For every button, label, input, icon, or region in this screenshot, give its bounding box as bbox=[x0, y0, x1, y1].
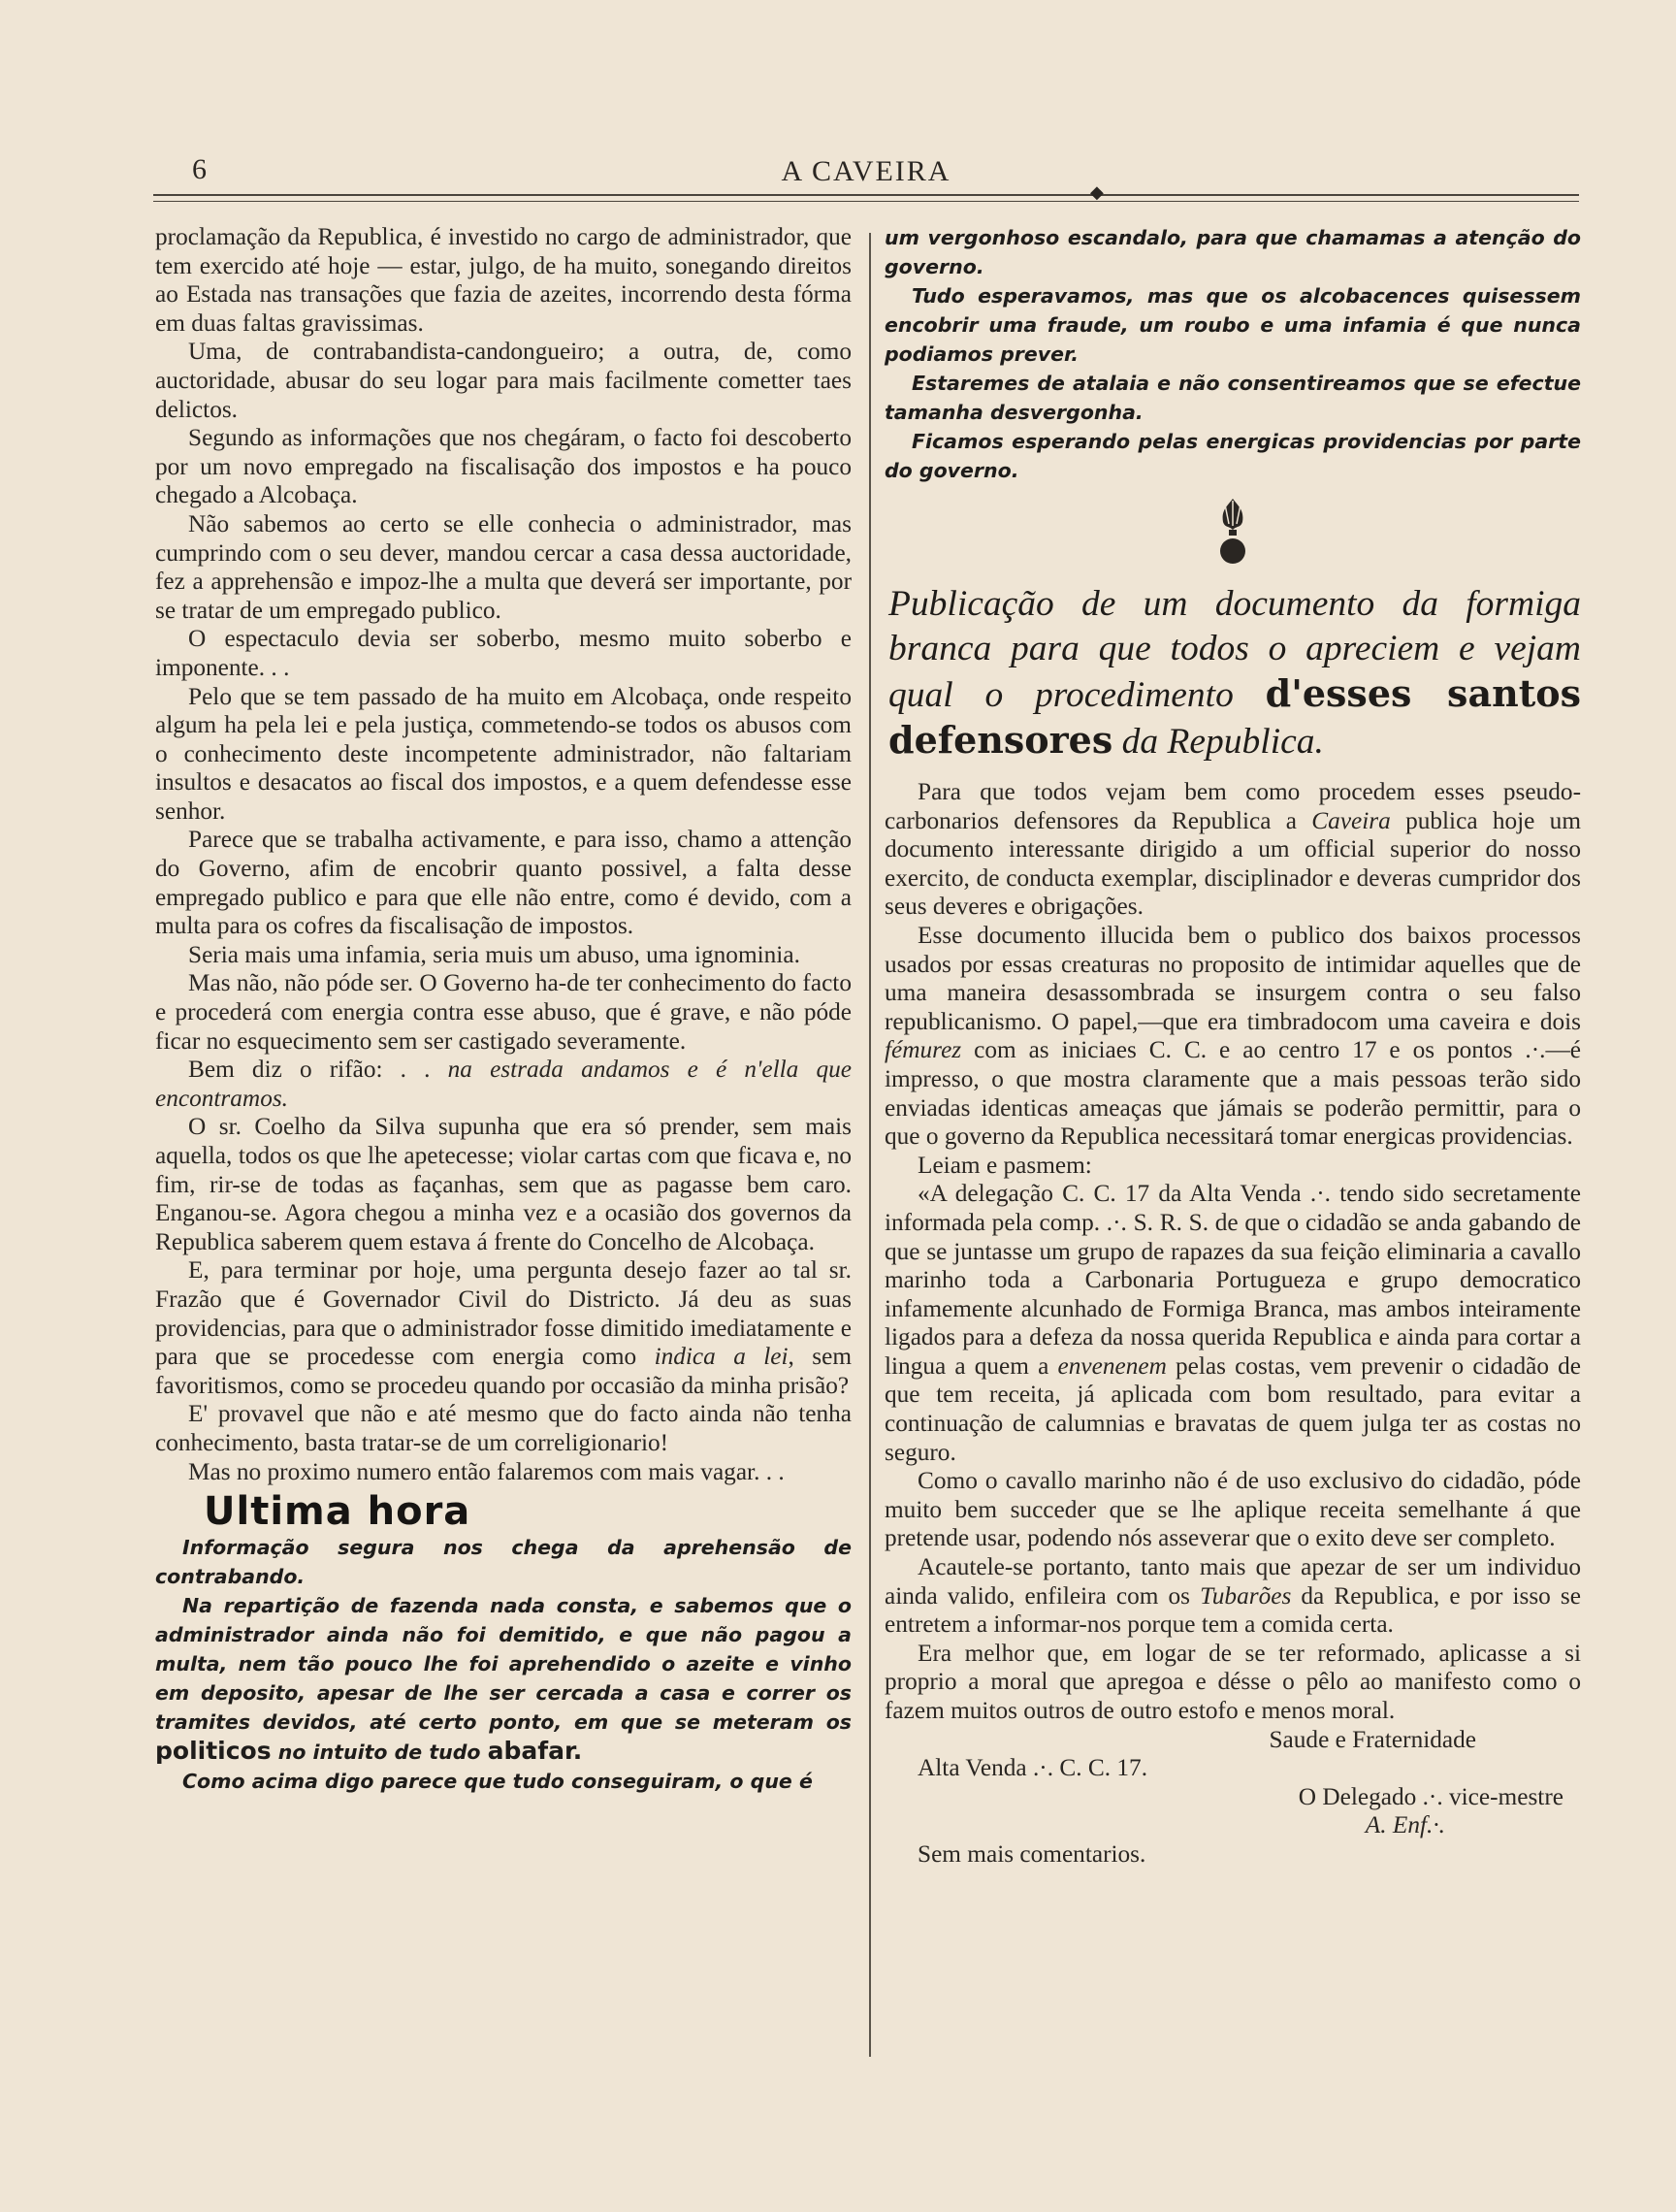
para-italic: Tubarões bbox=[1200, 1581, 1292, 1610]
para-text: Para que todos vejam bem como procedem esses pseudo-carbonarios defensores da Republica a bbox=[885, 778, 1581, 834]
left-paragraph: E' provavel que não e até mesmo que do facto ainda não tenha conhecimento, basta tratar-se de um correligionario! bbox=[155, 1400, 852, 1456]
left-column bbox=[155, 223, 852, 1796]
right-bold-paragraph: Ficamos esperando pelas energicas providencias por parte do governo. bbox=[885, 430, 1581, 482]
left-paragraph: Uma, de contrabandista-candongueiro; a outra, de, como auctoridade, abusar do seu logar para mais facilmente cometter taes delictos. bbox=[155, 338, 852, 423]
ultima-text: Na repartição de fazenda nada consta, e sabemos que o administrador ainda não foi demitido, e que não pagou a multa, nem tão pouco lhe foi aprehendido o azeite e vinho em deposito, apesar de lhe ser cercada a casa e correr os tramites devidos, até certo ponto, em que se meteram os bbox=[155, 1593, 852, 1734]
right-paragraph bbox=[885, 778, 1581, 922]
signature-name: A. Enf.·. bbox=[1365, 1811, 1445, 1839]
ultima-politicos: politicos bbox=[155, 1736, 272, 1765]
left-paragraph-frazao bbox=[155, 1256, 852, 1400]
right-paragraph bbox=[885, 922, 1581, 1152]
left-paragraph: Parece que se trabalha activamente, e para isso, chamo a attenção do Governo, afim de encobrir quanto possivel, a falta desse empregado publico e para que elle não entre, como é devido, com a multa para os cofres da fiscalisação de impostos. bbox=[155, 826, 852, 940]
column-divider bbox=[869, 233, 871, 2057]
right-bold-paragraph: Estaremes de atalaia e não consentireamos que se efectue tamanha desvergonha. bbox=[885, 372, 1581, 424]
para-text: Esse documento illucida bem o publico dos baixos processos usados por essas creaturas no proposito de intimidar aquelles que de uma maneira desassombrada se insurgem contra o seu falso republicanismo. O papel,—que era timbradocom uma caveira e dois bbox=[885, 921, 1581, 1035]
newspaper-title: A CAVEIRA bbox=[781, 155, 951, 187]
signature-greeting: Saude e Fraternidade bbox=[1269, 1725, 1476, 1753]
left-paragraph: Segundo as informações que nos chegáram, o facto foi descoberto por um novo empregado na fiscalisação dos impostos e ha pouco chegado a Alcobaça. bbox=[155, 424, 852, 509]
para-italic: Caveira bbox=[1311, 806, 1391, 834]
right-bold-paragraph: um vergonhoso escandalo, para que chamamas a atenção do governo. bbox=[885, 226, 1581, 278]
rifao-prefix: Bem diz o rifão: . . bbox=[188, 1056, 448, 1084]
headline-text: Publicação de um documento da formiga branca para que todos o apreciem e vejam qual o procedimento bbox=[888, 584, 1581, 715]
signature-location: Alta Venda .·. C. C. 17. bbox=[918, 1754, 1148, 1782]
ultima-hora-body bbox=[155, 1533, 852, 1796]
frazao-italic: indica a lei bbox=[654, 1343, 789, 1371]
right-paragraph: Leiam e pasmem: bbox=[918, 1151, 1092, 1179]
para-text: Acautele-se portanto, tanto mais que apezar de ser um individuo ainda valido, enfileira com os bbox=[885, 1553, 1581, 1610]
letter-paragraph bbox=[885, 1180, 1581, 1467]
page-header bbox=[153, 153, 1579, 192]
ultima-hora-paragraph bbox=[155, 1591, 852, 1767]
grenade-ornament-icon bbox=[1213, 497, 1252, 567]
right-top-bold-text bbox=[885, 223, 1581, 485]
left-paragraph: Mas não, não póde ser. O Governo ha-de ter conhecimento do facto e procederá com energia contra esse abuso, que é grave, e não póde ficar no esquecimento sem ser castigado severamente. bbox=[155, 969, 852, 1055]
left-paragraph: Pelo que se tem passado de ha muito em Alcobaça, onde respeito algum ha pela lei e pela justiça, commetendo-se todos os abusos com o conhecimento deste incompetente administrador, não faltariam insultos e desacatos ao fiscal dos impostos, e a quem defendesse esse senhor. bbox=[155, 682, 852, 825]
article-headline bbox=[888, 582, 1581, 764]
page-number: 6 bbox=[192, 153, 207, 185]
closing-line: Sem mais comentarios. bbox=[918, 1839, 1146, 1868]
letter-italic: envenenem bbox=[1057, 1351, 1167, 1380]
rifao-quote: na estrada andamos e é n'ella que encontramos. bbox=[155, 1056, 852, 1112]
right-paragraph bbox=[885, 1553, 1581, 1640]
ultima-hora-paragraph: Informação segura nos chega da aprehensão de contrabando. bbox=[155, 1535, 852, 1588]
left-paragraph: Seria mais uma infamia, seria muis um abuso, uma ignominia. bbox=[188, 940, 800, 968]
left-paragraph-rifao bbox=[155, 1056, 852, 1113]
frazao-text: , sem favoritismos, como se procedeu quando por occasião da minha prisão? bbox=[155, 1343, 852, 1399]
para-text: com as iniciaes C. C. e ao centro 17 e os pontos .·.—é impresso, o que mostra claramente que a mais pessoas terão sido enviadas identicas ameaças que jámais se poderão permittir, para o que o governo da Republica necessitará tomar energicas providencias. bbox=[885, 1036, 1581, 1151]
right-paragraph: Era melhor que, em logar de se ter reformado, aplicasse a si proprio a moral que apregoa e désse o pêlo ao manifesto como o fazem muitos outros de outro estofo e menos moral. bbox=[885, 1639, 1581, 1724]
letter-text: pelas costas, vem prevenir o cidadão de que tem receita, já aplicada com bom resultado, para evitar a continuação de calumnias e bravatas de quem julga ter as costas no seguro. bbox=[885, 1351, 1582, 1466]
left-paragraph: O espectaculo devia ser soberbo, mesmo muito soberbo e imponente. . . bbox=[155, 625, 852, 681]
right-column bbox=[885, 223, 1581, 1870]
left-paragraph: O sr. Coelho da Silva supunha que era só prender, sem mais aquella, todos os que lhe apetecesse; violar cartas com que ficava e, no fim, rir-se de todas as façanhas, sem que as pagasse bem caro. Enganou-se. Agora chegou a minha vez e a ocasião dos governos da Republica saberem quem estava á frente do Concelho de Alcobaça. bbox=[155, 1113, 852, 1255]
left-paragraph: Mas no proximo numero então falaremos com mais vagar. . . bbox=[188, 1457, 785, 1485]
letter-text: «A delegação C. C. 17 da Alta Venda .·. tendo sido secretamente informada pela comp. .·. S. R. S. de que o cidadão se anda gabando de que se juntasse um grupo de rapazes da sua feição eliminaria a cavallo marinho toda a Carbonaria Portugueza e grupo democratico infamemente alcunhado de Formiga Branca, mas ambos inteiramente ligados para a defeza da nossa querida Republica e ainda para cortar a lingua a quem a bbox=[885, 1180, 1581, 1380]
left-paragraph: proclamação da Republica, é investido no cargo de administrador, que tem exercido até hoje — estar, julgo, de ha muito, sonegando direitos ao Estada nas transações que fazia de azeites, incorrendo desta fórma em duas faltas gravissimas. bbox=[155, 223, 852, 337]
ultima-hora-heading: Ultima hora bbox=[204, 1489, 471, 1535]
frazao-text: E, para terminar por hoje, uma pergunta desejo fazer ao tal sr. Frazão que é Governador Civil do Districto. Já deu as suas providencias, para que o administrador fosse dimitido imediatamente e para que se procedesse com energia como bbox=[155, 1256, 852, 1371]
right-bold-paragraph: Tudo esperavamos, mas que os alcobacences quisessem encobrir uma fraude, um roubo e uma infamia é que nunca podiamos prever. bbox=[885, 284, 1581, 366]
header-ornament-icon: ◆ bbox=[1090, 182, 1104, 202]
ultima-hora-paragraph: Como acima digo parece que tudo conseguiram, o que é bbox=[182, 1769, 813, 1793]
headline-tail: da Republica. bbox=[1112, 722, 1324, 762]
right-paragraph: Como o cavallo marinho não é de uso exclusivo do cidadão, póde muito bem succeder que se lhe aplique receita semelhante á que pretende usar, podendo nós asseverar que o exito deve ser completo. bbox=[885, 1467, 1581, 1552]
ultima-abafar: abafar. bbox=[487, 1736, 583, 1765]
para-text: publica hoje um documento interessante dirigido a um official superior do nosso exercito, de conducta exemplar, disciplinador e deveras cumpridor dos seus deveres e obrigações. bbox=[885, 806, 1582, 921]
left-paragraph: Não sabemos ao certo se elle conhecia o administrador, mas cumprindo com o seu dever, mandou cercar a casa dessa auctoridade, fez a apprehensão e impoz-lhe a multa que deverá ser importante, por se tratar de um empregado publico. bbox=[155, 509, 852, 624]
para-text: da Republica, e por isso se entretem a informar-nos porque tem a comida certa. bbox=[885, 1581, 1581, 1639]
para-italic: fémurez bbox=[885, 1036, 962, 1064]
header-rule bbox=[153, 194, 1579, 202]
signature-role: O Delegado .·. vice-mestre bbox=[1298, 1782, 1563, 1810]
ultima-text: no intuito de tudo bbox=[271, 1740, 488, 1764]
headline-bold: d'esses santos defensores bbox=[888, 671, 1581, 762]
